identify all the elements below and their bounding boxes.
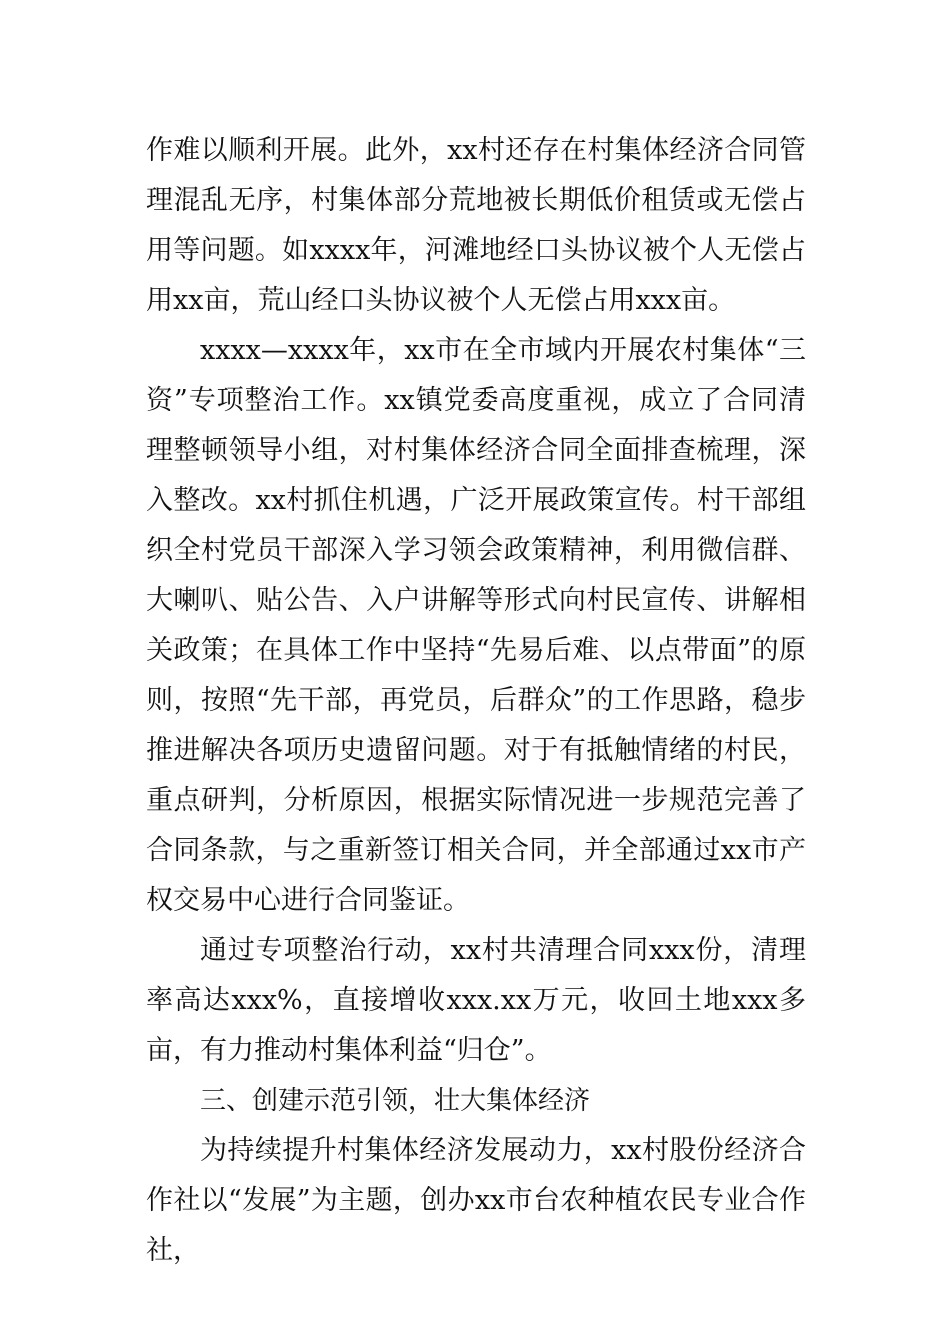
document-body bbox=[146, 126, 806, 1276]
paragraph-development: 为持续提升村集体经济发展动力，xx村股份经济合作社以“发展”为主题，创办xx市台农种植农民专业合作社， bbox=[146, 1135, 806, 1266]
paragraph-continuation: 作难以顺利开展。此外，xx村还存在村集体经济合同管理混乱无序，村集体部分荒地被长期低价租赁或无偿占用等问题。如xxxx年，河滩地经口头协议被个人无偿占用xx亩，荒山经口头协议被个人无偿占用xxx亩。 bbox=[146, 135, 806, 316]
paragraph-rectification: xxxx—xxxx年，xx市在全市域内开展农村集体“三资”专项整治工作。xx镇党委高度重视，成立了合同清理整顿领导小组，对村集体经济合同全面排查梳理，深入整改。xx村抓住机遇，广泛开展政策宣传。村干部组织全村党员干部深入学习领会政策精神，利用微信群、大喇叭、贴公告、入户讲解等形式向村民宣传、讲解相关政策；在具体工作中坚持“先易后难、以点带面”的原则，按照“先干部，再党员，后群众”的工作思路，稳步推进解决各项历史遗留问题。对于有抵触情绪的村民，重点研判，分析原因，根据实际情况进一步规范完善了合同条款，与之重新签订相关合同，并全部通过xx市产权交易中心进行合同鉴证。 bbox=[146, 335, 806, 916]
paragraph-results: 通过专项整治行动，xx村共清理合同xxx份，清理率高达xxx%，直接增收xxx.xx万元，收回土地xxx多亩，有力推动村集体利益“归仓”。 bbox=[146, 935, 806, 1066]
section-heading: 三、创建示范引领，壮大集体经济 bbox=[200, 1086, 591, 1116]
